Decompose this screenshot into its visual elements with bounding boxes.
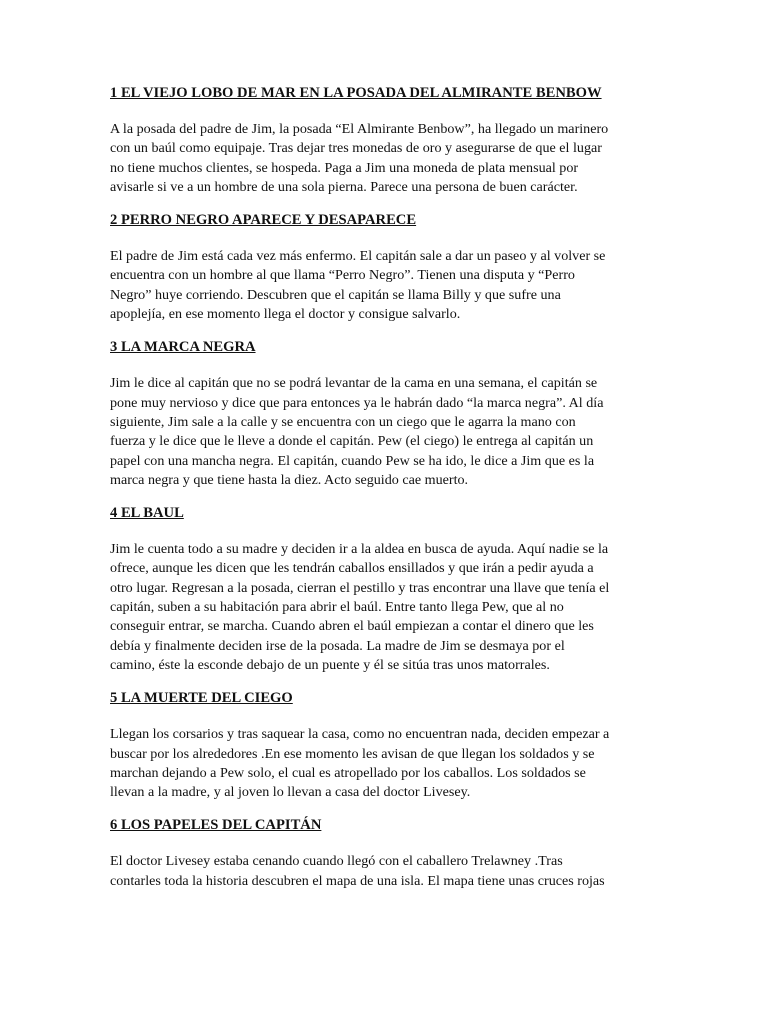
paragraph-line: contarles toda la historia descubren el mapa de una isla. El mapa tiene unas cruces rojas [110,872,605,889]
paragraph-line: Jim le dice al capitán que no se podrá levantar de la cama en una semana, el capitán se [110,375,598,392]
paragraph-line: siguiente, Jim sale a la calle y se encuentra con un ciego que le agarra la mano con [110,413,576,430]
paragraph-line: no tiene muchos clientes, se hospeda. Paga a Jim una moneda de plata mensual por [110,159,579,176]
section-paragraph-4 [110,540,660,675]
document-page [110,84,660,905]
section-paragraph-5 [110,725,660,802]
paragraph-line: Jim le cuenta todo a su madre y deciden ir a la aldea en busca de ayuda. Aquí nadie se la [110,541,609,558]
section-paragraph-1 [110,120,660,197]
paragraph-line: camino, éste la esconde debajo de un puente y él se sitúa tras unos matorrales. [110,656,550,673]
paragraph-line: conseguir entrar, se marcha. Cuando abren el baúl empiezan a contar el dinero que les [110,618,594,635]
paragraph-line: ofrece, aunque les dicen que les tendrán caballos ensillados y que irán a pedir ayuda a [110,560,594,577]
paragraph-line: encuentra con un hombre al que llama “Perro Negro”. Tienen una disputa y “Perro [110,267,575,284]
paragraph-line: avisarle si ve a un hombre de una sola pierna. Parece una persona de buen carácter. [110,178,578,195]
section-heading-3: 3 LA MARCA NEGRA [110,339,256,356]
paragraph-line: debía y finalmente deciden irse de la posada. La madre de Jim se desmaya por el [110,637,565,654]
paragraph-line: El padre de Jim está cada vez más enfermo. El capitán sale a dar un paseo y al volver se [110,248,606,265]
section-paragraph-2 [110,247,660,324]
paragraph-line: marca negra y que tiene hasta la diez. Acto seguido cae muerto. [110,471,469,488]
paragraph-line: apoplejía, en ese momento llega el doctor y consigue salvarlo. [110,306,461,323]
section-heading-6: 6 LOS PAPELES DEL CAPITÁN [110,817,322,834]
paragraph-line: buscar por los alrededores .En ese momento les avisan de que llegan los soldados y se [110,745,595,762]
section-heading-2: 2 PERRO NEGRO APARECE Y DESAPARECE [110,212,417,229]
paragraph-line: Llegan los corsarios y tras saquear la casa, como no encuentran nada, deciden empezar a [110,726,610,743]
paragraph-line: A la posada del padre de Jim, la posada “El Almirante Benbow”, ha llegado un marinero [110,121,609,137]
paragraph-line: papel con una mancha negra. El capitán, cuando Pew se ha ido, le dice a Jim que es la [110,452,595,469]
paragraph-line: El doctor Livesey estaba cenando cuando llegó con el caballero Trelawney .Tras [110,853,563,870]
paragraph-line: pone muy nervioso y dice que para entonces ya le habrán dado “la marca negra”. Al día [110,394,604,411]
paragraph-line: llevan a la madre, y al joven lo llevan a casa del doctor Livesey. [110,784,471,801]
section-heading-4: 4 EL BAUL [110,505,184,522]
paragraph-line: marchan dejando a Pew solo, el cual es atropellado por los caballos. Los soldados se [110,764,586,781]
section-paragraph-6 [110,852,660,891]
paragraph-line: capitán, suben a su habitación para abrir el baúl. Entre tanto llega Pew, que al no [110,599,564,616]
section-paragraph-3 [110,374,660,490]
paragraph-line: con un baúl como equipaje. Tras dejar tres monedas de oro y asegurarse de que el lugar [110,140,602,157]
paragraph-line: fuerza y le dice que le lleve a donde el capitán. Pew (el ciego) le entrega al capitán un [110,433,594,450]
paragraph-line: Negro” huye corriendo. Descubren que el capitán se llama Billy y que sufre una [110,286,561,303]
section-heading-5: 5 LA MUERTE DEL CIEGO [110,690,293,707]
paragraph-line: otro lugar. Regresan a la posada, cierran el pestillo y tras encontrar una llave que tenía el [110,579,610,596]
section-heading-1: 1 EL VIEJO LOBO DE MAR EN LA POSADA DEL ALMIRANTE BENBOW [110,85,602,101]
